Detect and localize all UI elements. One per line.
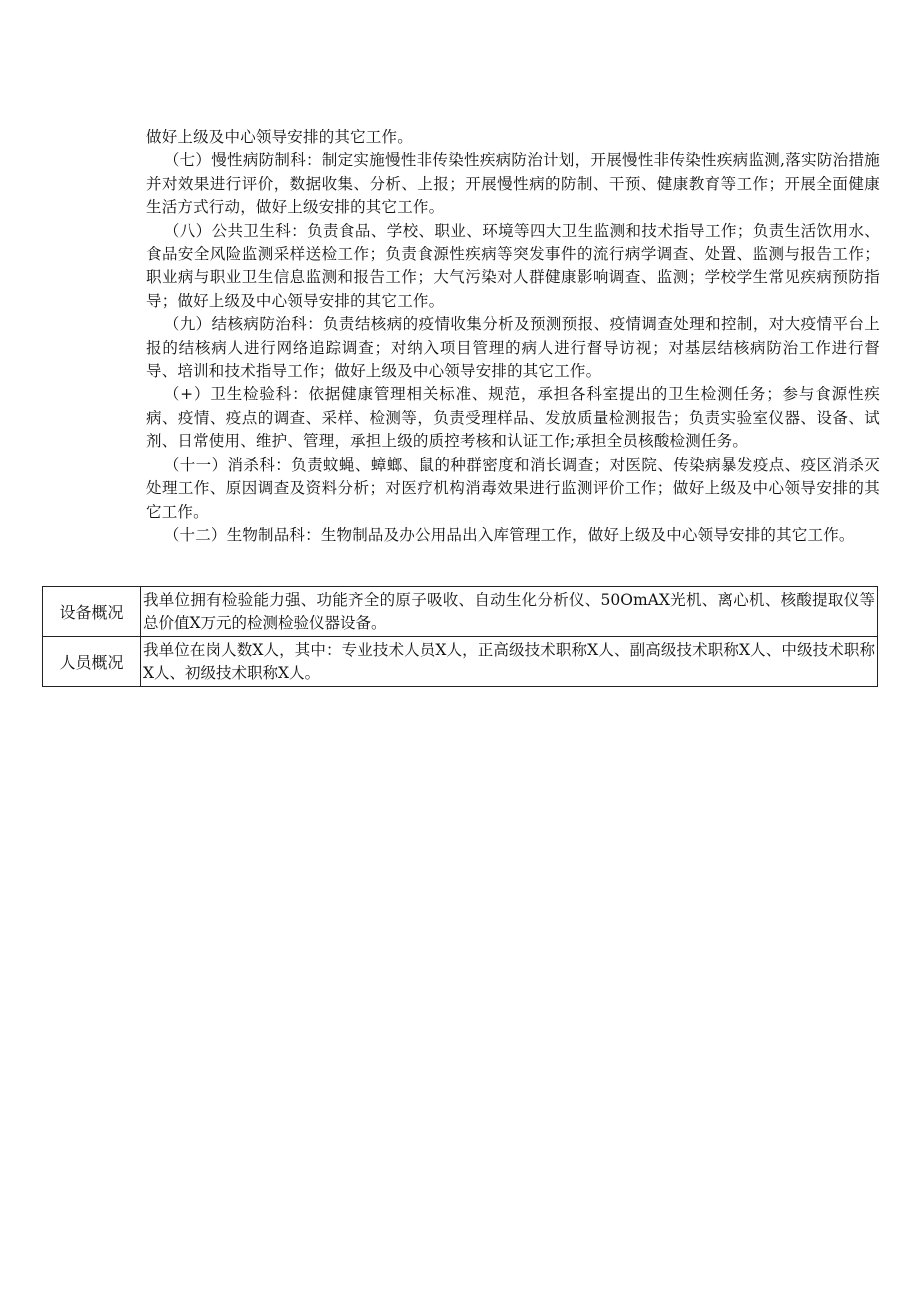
paragraph-tuberculosis-dept: （九）结核病防治科：负责结核病的疫情收集分析及预测预报、疫情调查处理和控制，对大疫情平台上报的结核病人进行网络追踪调查；对纳入项目管理的病人进行督导访视；对基层结核病防治工作进行督导、培训和技术指导工作；做好上级及中心领导安排的其它工作。	[146, 315, 880, 381]
personnel-overview-label: 人员概况	[43, 637, 141, 687]
paragraph-disinfection-dept: （十一）消杀科：负责蚊蝇、蟑螂、鼠的种群密度和消长调查；对医院、传染病暴发疫点、疫区消杀灭处理工作、原因调查及资料分析；对医疗机构消毒效果进行监测评价工作；做好上级及中心领导安排的其它工作。	[146, 455, 880, 521]
paragraph-public-health-dept: （八）公共卫生科：负责食品、学校、职业、环境等四大卫生监测和技术指导工作；负责生活饮用水、食品安全风险监测采样送检工作；负责食源性疾病等突发事件的流行病学调查、处置、监测与报告工作；职业病与职业卫生信息监测和报告工作；大气污染对人群健康影响调查、监测；学校学生常见疾病预防指导；做好上级及中心领导安排的其它工作。	[146, 221, 880, 310]
table-row-equipment	[43, 587, 878, 637]
equipment-overview-content: 我单位拥有检验能力强、功能齐全的原子吸收、自动生化分析仪、50OmAX光机、离心机、核酸提取仪等总价值X万元的检测检验仪器设备。	[141, 587, 878, 637]
department-duties-text	[146, 126, 880, 547]
table-row-personnel	[43, 637, 878, 687]
equipment-overview-label: 设备概况	[43, 587, 141, 637]
paragraph-health-inspection-dept: （+）卫生检验科：依据健康管理相关标准、规范，承担各科室提出的卫生检测任务；参与食源性疾病、疫情、疫点的调查、采样、检测等，负责受理样品、发放质量检测报告；负责实验室仪器、设备、试剂、日常使用、维护、管理，承担上级的质控考核和认证工作;承担全员核酸检测任务。	[146, 385, 880, 451]
personnel-overview-content: 我单位在岗人数X人，其中：专业技术人员X人，正高级技术职称X人、副高级技术职称X人、中级技术职称X人、初级技术职称X人。	[141, 637, 878, 687]
overview-table	[42, 586, 878, 687]
paragraph-biologics-dept: （十二）生物制品科：生物制品及办公用品出入库管理工作，做好上级及中心领导安排的其它工作。	[163, 525, 855, 544]
paragraph-continuation: 做好上级及中心领导安排的其它工作。	[146, 128, 413, 146]
paragraph-chronic-disease-dept: （七）慢性病防制科：制定实施慢性非传染性疾病防治计划，开展慢性非传染性疾病监测,落实防治措施并对效果进行评价，数据收集、分析、上报；开展慢性病的防制、干预、健康教育等工作；开展全面健康生活方式行动，做好上级安排的其它工作。	[146, 151, 880, 217]
